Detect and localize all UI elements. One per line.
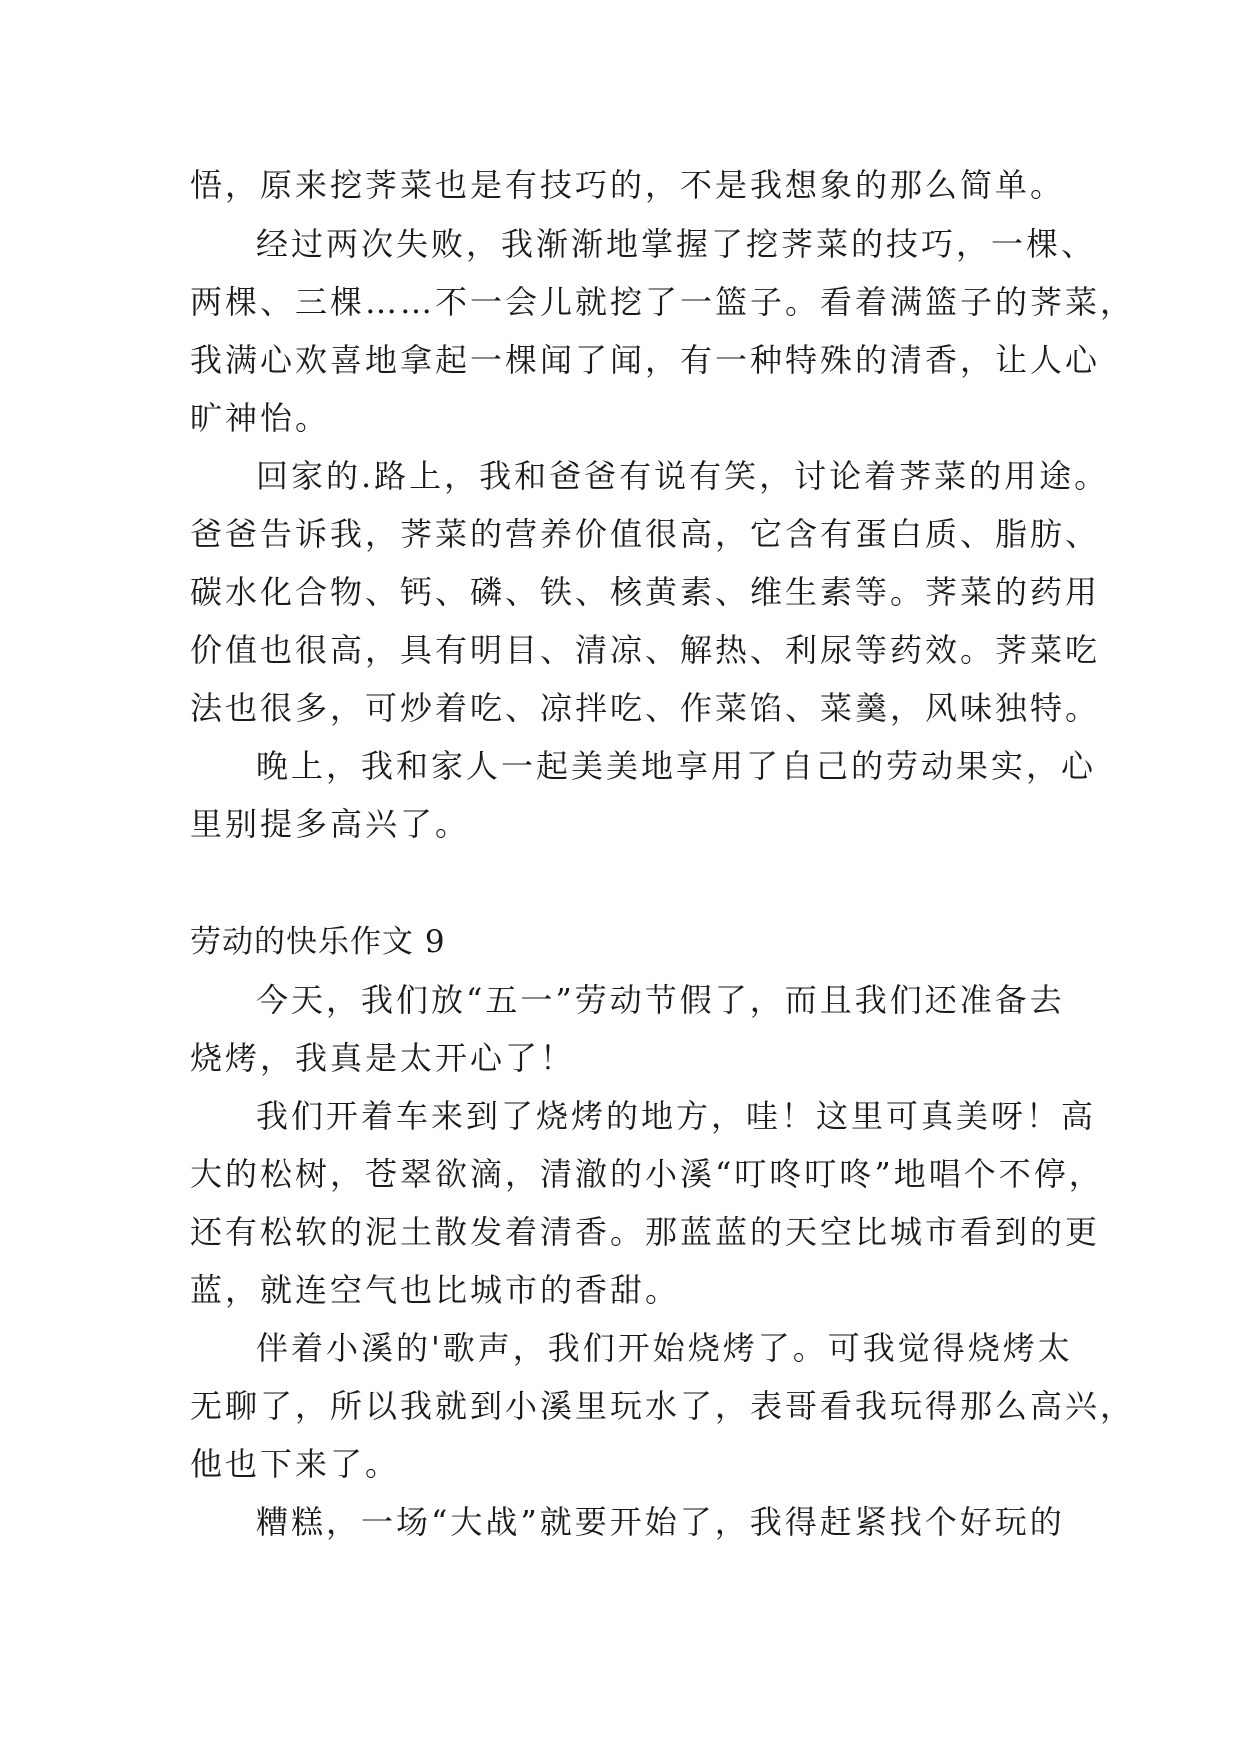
text-line: 蓝，就连空气也比城市的香甜。: [190, 1271, 681, 1309]
paragraph-start-line: 我们开着车来到了烧烤的地方，哇！这里可真美呀！高: [256, 1097, 1097, 1135]
text-line: 里别提多高兴了。: [190, 805, 471, 843]
text-line: 大的松树，苍翠欲滴，清澈的小溪“叮咚叮咚”地唱个不停，: [190, 1155, 1104, 1193]
text-line: 烧烤，我真是太开心了！: [190, 1039, 576, 1077]
text-line: 碳水化合物、钙、磷、铁、核黄素、维生素等。荠菜的药用: [190, 573, 1101, 611]
text-line: 两棵、三棵……不一会儿就挖了一篮子。看着满篮子的荠菜，: [190, 283, 1136, 321]
paragraph-start-line: 今天，我们放“五一”劳动节假了，而且我们还准备去: [256, 981, 1065, 1019]
text-line: 悟，原来挖荠菜也是有技巧的，不是我想象的那么简单。: [190, 166, 1066, 204]
section-heading: 劳动的快乐作文 9: [190, 924, 446, 960]
paragraph-start-line: 糟糕，一场“大战”就要开始了，我得赶紧找个好玩的: [256, 1503, 1065, 1541]
text-line: 我满心欢喜地拿起一棵闻了闻，有一种特殊的清香，让人心: [190, 341, 1101, 379]
paragraph-start-line: 晚上，我和家人一起美美地享用了自己的劳动果实，心: [256, 747, 1097, 785]
text-line: 旷神怡。: [190, 399, 331, 437]
paragraph-start-line: 伴着小溪的'歌声，我们开始烧烤了。可我觉得烧烤太: [256, 1329, 1073, 1367]
text-line: 爸爸告诉我，荠菜的营养价值很高，它含有蛋白质、脂肪、: [190, 515, 1101, 553]
text-line: 还有松软的泥土散发着清香。那蓝蓝的天空比城市看到的更: [190, 1213, 1101, 1251]
text-line: 无聊了，所以我就到小溪里玩水了，表哥看我玩得那么高兴，: [190, 1387, 1136, 1425]
paragraph-start-line: 经过两次失败，我渐渐地掌握了挖荠菜的技巧，一棵、: [256, 225, 1097, 263]
text-line: 他也下来了。: [190, 1445, 401, 1483]
paragraph-start-line: 回家的.路上，我和爸爸有说有笑，讨论着荠菜的用途。: [256, 457, 1110, 495]
text-line: 价值也很高，具有明目、清凉、解热、利尿等药效。荠菜吃: [190, 631, 1101, 669]
text-line: 法也很多，可炒着吃、凉拌吃、作菜馅、菜羹，风味独特。: [190, 689, 1101, 727]
